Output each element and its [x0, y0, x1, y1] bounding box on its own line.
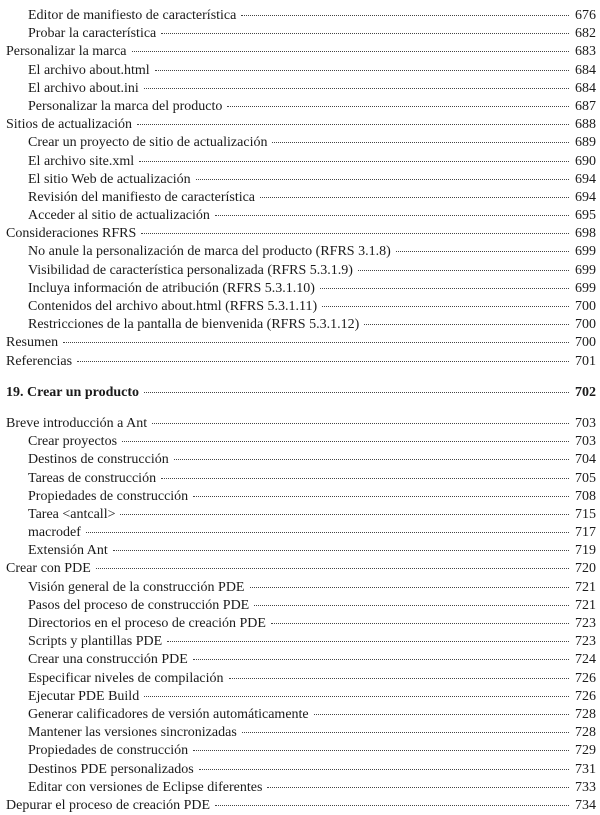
- toc-leader-dots: [196, 179, 569, 180]
- toc-section-entry[interactable]: [6, 116, 596, 134]
- toc-subsection-entry[interactable]: [6, 171, 596, 189]
- toc-entry-title: El sitio Web de actualización: [28, 171, 191, 187]
- toc-page-number: 683: [575, 44, 596, 60]
- toc-subsection-entry[interactable]: [6, 761, 596, 779]
- toc-entry-title: Destinos PDE personalizados: [28, 761, 194, 777]
- toc-leader-dots: [215, 805, 569, 806]
- toc-entry-title: Editor de manifiesto de característica: [28, 8, 237, 23]
- toc-leader-dots: [250, 587, 570, 588]
- toc-page-number: 717: [575, 525, 596, 541]
- toc-entry-title: Incluya información de atribución (RFRS 5.3.1.10): [28, 280, 315, 296]
- toc-page-number: 715: [575, 506, 596, 522]
- toc-leader-dots: [227, 106, 569, 107]
- toc-page-number: 721: [575, 579, 596, 595]
- toc-page-number: 720: [575, 561, 596, 577]
- toc-entry-title: Editar con versiones de Eclipse diferentes: [28, 779, 263, 795]
- toc-entry-title: Visión general de la construcción PDE: [28, 579, 245, 595]
- toc-subsection-entry[interactable]: [6, 80, 596, 98]
- toc-leader-dots: [96, 568, 569, 569]
- toc-chapter-page-number: 702: [575, 384, 596, 400]
- toc-page-number: 731: [575, 761, 596, 777]
- toc-page-number: 705: [575, 470, 596, 486]
- toc-subsection-entry[interactable]: [6, 579, 596, 597]
- toc-leader-dots: [63, 342, 569, 343]
- toc-subsection-entry[interactable]: [6, 506, 596, 524]
- toc-entry-title: Destinos de construcción: [28, 452, 169, 468]
- toc-subsection-entry[interactable]: [6, 98, 596, 116]
- toc-page-number: 695: [575, 208, 596, 224]
- toc-leader-dots: [271, 623, 569, 624]
- toc-section-entry[interactable]: [6, 415, 596, 433]
- toc-entry-title: Scripts y plantillas PDE: [28, 634, 163, 650]
- toc-leader-dots: [155, 70, 569, 71]
- toc-entry-title: Visibilidad de característica personalizada (RFRS 5.3.1.9): [28, 262, 353, 278]
- toc-subsection-entry[interactable]: [6, 597, 596, 615]
- toc-entry-title: Referencias: [6, 353, 73, 369]
- toc-page-number: 698: [575, 226, 596, 242]
- toc-entry-title: El archivo site.xml: [28, 153, 135, 169]
- toc-leader-dots: [272, 142, 569, 143]
- toc-leader-dots: [358, 270, 569, 271]
- toc-page-number: 708: [575, 488, 596, 504]
- toc-leader-dots: [396, 251, 569, 252]
- toc-leader-dots: [167, 641, 569, 642]
- toc-entry-title: Contenidos del archivo about.html (RFRS 5.3.1.11): [28, 299, 318, 314]
- toc-entry-title: Personalizar la marca del producto: [28, 98, 223, 114]
- toc-subsection-entry[interactable]: [6, 7, 596, 25]
- toc-section-entry[interactable]: [6, 353, 596, 371]
- toc-subsection-entry[interactable]: [6, 470, 596, 488]
- toc-leader-dots: [120, 514, 569, 515]
- toc-subsection-entry[interactable]: [6, 542, 596, 560]
- toc-chapter-title: 19. Crear un producto: [6, 384, 140, 400]
- toc-entry-title: Personalizar la marca: [6, 44, 127, 60]
- toc-section-entry[interactable]: [6, 225, 596, 243]
- toc-leader-dots: [314, 714, 569, 715]
- toc-subsection-entry[interactable]: [6, 25, 596, 43]
- chapter-gap: [6, 371, 596, 384]
- toc-page-number: 728: [575, 725, 596, 741]
- toc-page-number: 699: [575, 280, 596, 296]
- toc-entry-title: Crear con PDE: [6, 561, 91, 577]
- toc-leader-dots: [137, 124, 569, 125]
- toc-chapter-entries: [6, 415, 596, 815]
- toc-page-number: 724: [575, 652, 596, 668]
- toc-page-number: 687: [575, 98, 596, 114]
- toc-entry-title: Tareas de construcción: [28, 470, 157, 486]
- toc-subsection-entry[interactable]: [6, 433, 596, 451]
- toc-leader-dots: [364, 324, 569, 325]
- toc-entry-title: Crear un proyecto de sitio de actualización: [28, 135, 268, 151]
- toc-page-number: 723: [575, 634, 596, 650]
- chapter-gap: [6, 402, 596, 415]
- toc-entry-title: El archivo about.html: [28, 62, 150, 78]
- toc-page-number: 700: [575, 335, 596, 351]
- toc-subsection-entry[interactable]: [6, 706, 596, 724]
- toc-leader-dots: [113, 550, 569, 551]
- toc-leader-dots: [320, 288, 569, 289]
- toc-subsection-entry[interactable]: [6, 280, 596, 298]
- toc-entry-title: Revisión del manifiesto de característica: [28, 189, 256, 205]
- toc-entry-title: Crear proyectos: [28, 434, 118, 450]
- toc-subsection-entry[interactable]: [6, 633, 596, 651]
- toc-entry-title: No anule la personalización de marca del producto (RFRS 3.1.8): [28, 244, 391, 260]
- toc-chapter-heading[interactable]: [6, 384, 596, 402]
- toc-subsection-entry[interactable]: [6, 316, 596, 334]
- toc-page-number: 734: [575, 797, 596, 813]
- toc-subsection-entry[interactable]: [6, 615, 596, 633]
- toc-leader-dots: [193, 750, 569, 751]
- toc-leader-dots: [199, 769, 569, 770]
- table-of-contents: [6, 7, 596, 815]
- toc-page-number: 701: [575, 353, 596, 369]
- toc-leader-dots: [260, 197, 569, 198]
- toc-subsection-entry[interactable]: [6, 688, 596, 706]
- toc-page-number: 694: [575, 171, 596, 187]
- toc-entry-title: Sitios de actualización: [6, 117, 132, 133]
- toc-subsection-entry[interactable]: [6, 724, 596, 742]
- toc-page-number: 721: [575, 597, 596, 613]
- toc-entry-title: Propiedades de construcción: [28, 743, 189, 759]
- toc-subsection-entry[interactable]: [6, 298, 596, 316]
- toc-page-number: 684: [575, 80, 596, 96]
- toc-leader-dots: [132, 51, 570, 52]
- toc-page-number: 726: [575, 688, 596, 704]
- toc-leader-dots: [122, 441, 569, 442]
- toc-page-number: 688: [575, 117, 596, 133]
- toc-leader-dots: [161, 33, 569, 34]
- toc-leader-dots: [86, 532, 569, 533]
- toc-page-number: 689: [575, 135, 596, 151]
- toc-leader-dots: [267, 787, 569, 788]
- toc-section-entry[interactable]: [6, 334, 596, 352]
- toc-entry-title: El archivo about.ini: [28, 80, 139, 96]
- toc-subsection-entry[interactable]: [6, 742, 596, 760]
- toc-entry-title: Especificar niveles de compilación: [28, 670, 224, 686]
- toc-section-entry[interactable]: [6, 797, 596, 815]
- toc-page-number: 699: [575, 244, 596, 260]
- toc-leader-dots: [229, 678, 569, 679]
- toc-subsection-entry[interactable]: [6, 262, 596, 280]
- toc-leader-dots: [144, 392, 569, 393]
- toc-leader-dots: [242, 732, 569, 733]
- toc-entry-title: Extensión Ant: [28, 543, 108, 559]
- toc-subsection-entry[interactable]: [6, 134, 596, 152]
- toc-leader-dots: [241, 15, 569, 16]
- toc-page-number: 729: [575, 743, 596, 759]
- toc-page-number: 690: [575, 153, 596, 169]
- toc-entry-title: Breve introducción a Ant: [6, 415, 148, 431]
- toc-leader-dots: [254, 605, 569, 606]
- toc-entry-title: Crear una construcción PDE: [28, 652, 188, 668]
- toc-entry-title: Directorios en el proceso de creación PDE: [28, 616, 266, 631]
- toc-subsection-entry[interactable]: [6, 451, 596, 469]
- toc-page-number: 703: [575, 434, 596, 450]
- toc-page-number: 733: [575, 779, 596, 795]
- toc-subsection-entry[interactable]: [6, 488, 596, 506]
- toc-section-entry[interactable]: [6, 43, 596, 61]
- toc-leader-dots: [77, 361, 569, 362]
- toc-subsection-entry[interactable]: [6, 189, 596, 207]
- toc-entry-title: Generar calificadores de versión automáticamente: [28, 706, 309, 722]
- toc-leader-dots: [141, 233, 569, 234]
- toc-entry-title: Mantener las versiones sincronizadas: [28, 725, 237, 741]
- toc-subsection-entry[interactable]: [6, 779, 596, 797]
- toc-entry-title: Consideraciones RFRS: [6, 226, 137, 242]
- toc-page-number: 699: [575, 262, 596, 278]
- toc-page-number: 700: [575, 299, 596, 314]
- toc-page-number: 703: [575, 415, 596, 431]
- toc-leader-dots: [144, 696, 569, 697]
- toc-section-entry[interactable]: [6, 560, 596, 578]
- toc-section-continued: [6, 7, 596, 371]
- toc-entry-title: macrodef: [28, 525, 81, 541]
- toc-subsection-entry[interactable]: [6, 153, 596, 171]
- toc-page-number: 719: [575, 543, 596, 559]
- toc-subsection-entry[interactable]: [6, 670, 596, 688]
- toc-subsection-entry[interactable]: [6, 651, 596, 669]
- toc-subsection-entry[interactable]: [6, 243, 596, 261]
- toc-leader-dots: [193, 496, 569, 497]
- toc-entry-title: Resumen: [6, 335, 59, 351]
- toc-entry-title: Probar la característica: [28, 26, 157, 42]
- toc-page-number: 726: [575, 670, 596, 686]
- toc-entry-title: Ejecutar PDE Build: [28, 688, 140, 704]
- toc-leader-dots: [152, 423, 569, 424]
- toc-page-number: 684: [575, 62, 596, 78]
- toc-leader-dots: [193, 659, 569, 660]
- toc-entry-title: Depurar el proceso de creación PDE: [6, 797, 211, 813]
- toc-subsection-entry[interactable]: [6, 524, 596, 542]
- toc-entry-title: Propiedades de construcción: [28, 488, 189, 504]
- toc-leader-dots: [144, 88, 569, 89]
- toc-leader-dots: [161, 478, 569, 479]
- toc-page-number: 723: [575, 616, 596, 631]
- toc-leader-dots: [215, 215, 569, 216]
- toc-entry-title: Tarea <antcall>: [28, 506, 116, 522]
- toc-page-number: 694: [575, 189, 596, 205]
- toc-page-number: 704: [575, 452, 596, 468]
- toc-page-number: 682: [575, 26, 596, 42]
- toc-entry-title: Restricciones de la pantalla de bienvenida (RFRS 5.3.1.12): [28, 317, 360, 333]
- toc-leader-dots: [322, 306, 569, 307]
- toc-entry-title: Pasos del proceso de construcción PDE: [28, 597, 250, 613]
- toc-page-number: 676: [575, 8, 596, 23]
- toc-entry-title: Acceder al sitio de actualización: [28, 208, 210, 224]
- toc-leader-dots: [174, 459, 569, 460]
- toc-page-number: 700: [575, 317, 596, 333]
- toc-subsection-entry[interactable]: [6, 207, 596, 225]
- toc-subsection-entry[interactable]: [6, 62, 596, 80]
- toc-page-number: 728: [575, 706, 596, 722]
- toc-leader-dots: [139, 161, 569, 162]
